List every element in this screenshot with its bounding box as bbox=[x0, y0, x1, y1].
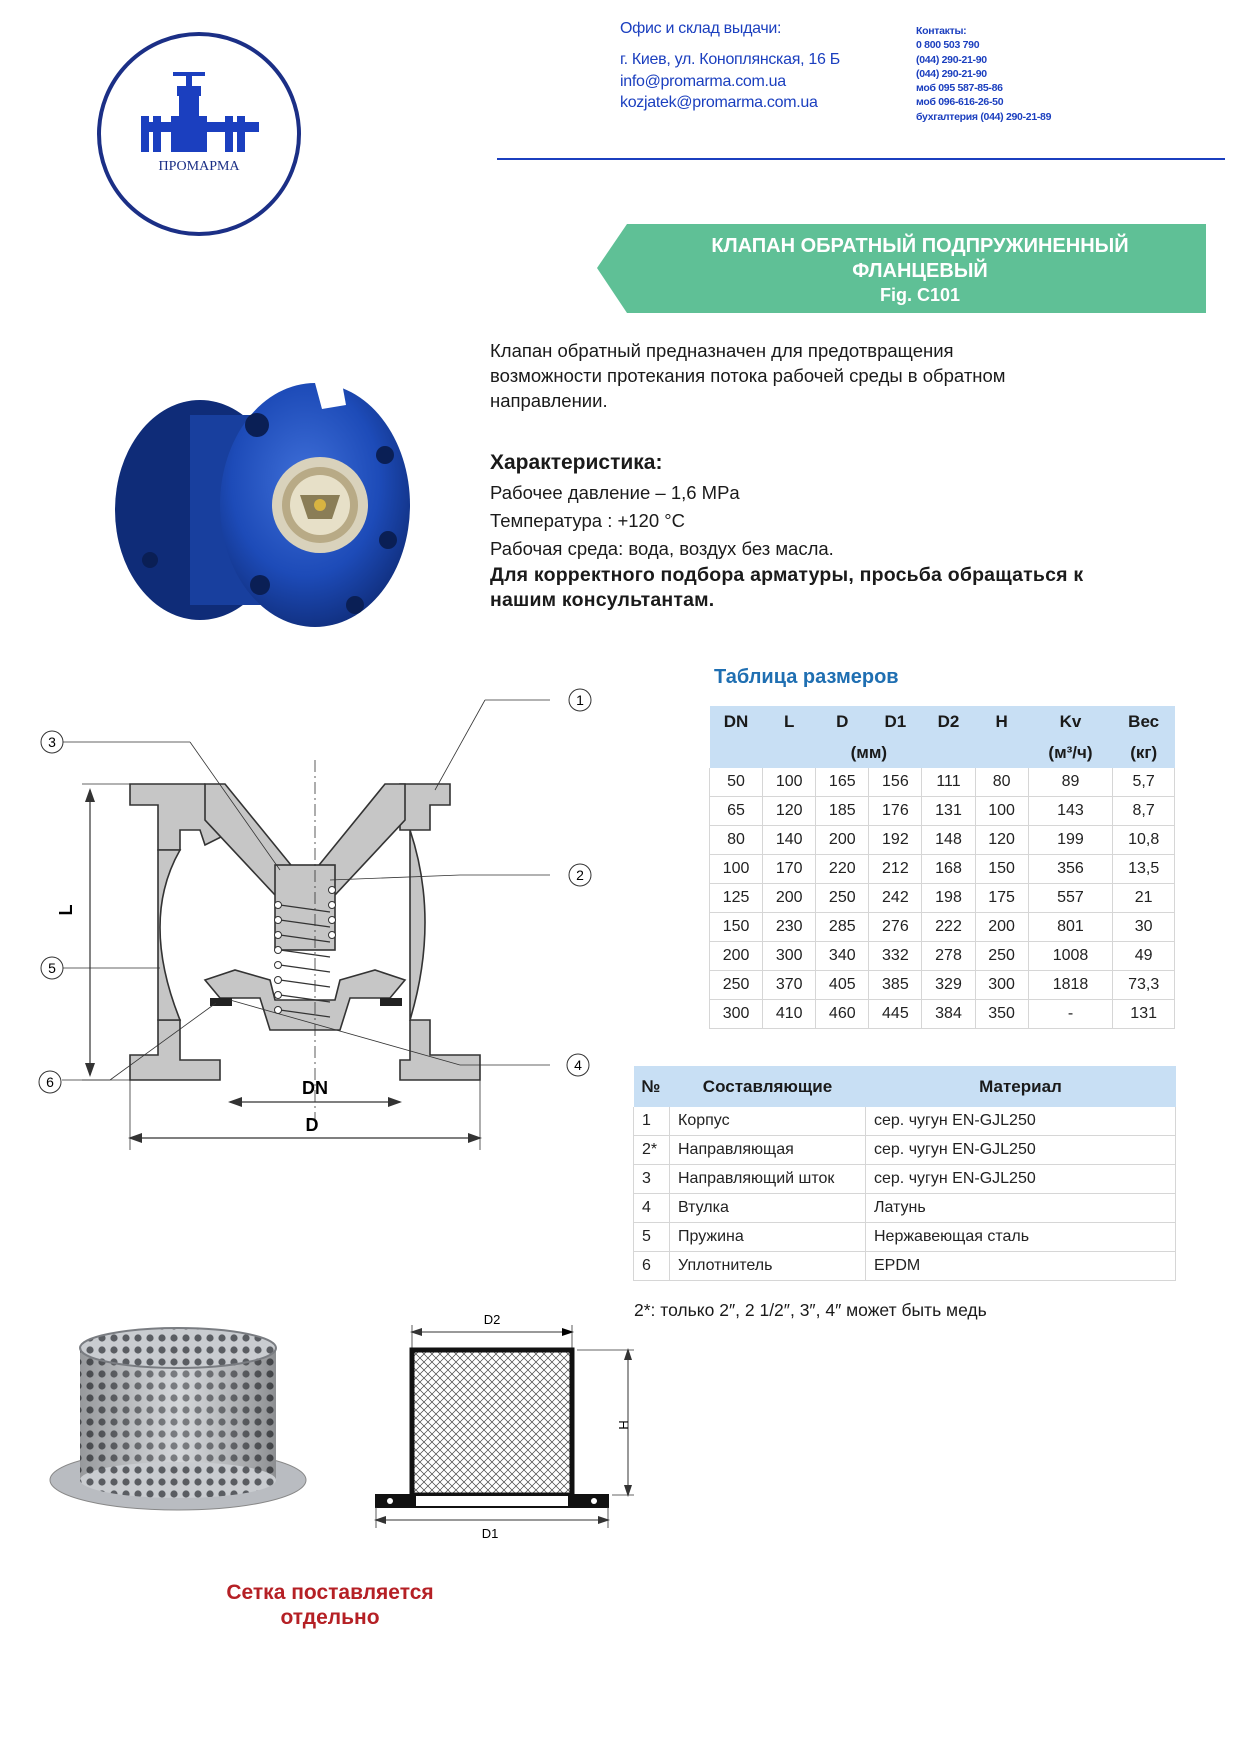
table-cell: 175 bbox=[975, 884, 1028, 913]
material-footnote: 2*: только 2″, 2 1/2″, 3″, 4″ может быть медь bbox=[634, 1300, 987, 1320]
table-cell: 131 bbox=[922, 797, 975, 826]
col-header-material: Материал bbox=[866, 1066, 1176, 1107]
callout-5: 5 bbox=[48, 960, 56, 976]
units-weight: (кг) bbox=[1113, 737, 1175, 768]
spec-pressure: Рабочее давление – 1,6 MPa bbox=[490, 482, 740, 503]
table-cell: 460 bbox=[816, 1000, 869, 1029]
table-cell: 250 bbox=[710, 971, 763, 1000]
table-cell: 170 bbox=[763, 855, 816, 884]
table-cell: 50 bbox=[710, 768, 763, 797]
table-cell: сер. чугун EN-GJL250 bbox=[866, 1165, 1176, 1194]
table-cell: 5,7 bbox=[1113, 768, 1175, 797]
characteristics-title: Характеристика: bbox=[490, 451, 663, 474]
table-cell: 10,8 bbox=[1113, 826, 1175, 855]
table-row bbox=[634, 1252, 1176, 1281]
table-cell: Втулка bbox=[670, 1194, 866, 1223]
table-row bbox=[634, 1165, 1176, 1194]
dim-label-h: H bbox=[616, 1420, 631, 1430]
contacts-block bbox=[916, 24, 1051, 124]
table-row bbox=[710, 797, 1175, 826]
col-header: D1 bbox=[869, 706, 922, 737]
table-cell: 405 bbox=[816, 971, 869, 1000]
table-cell: сер. чугун EN-GJL250 bbox=[866, 1136, 1176, 1165]
dim-label-dn: DN bbox=[302, 1078, 328, 1098]
table-cell: Уплотнитель bbox=[670, 1252, 866, 1281]
table-cell: 198 bbox=[922, 884, 975, 913]
table-cell: 131 bbox=[1113, 1000, 1175, 1029]
dimensions-table bbox=[709, 706, 1175, 1029]
table-row bbox=[710, 1000, 1175, 1029]
table-cell: Корпус bbox=[670, 1107, 866, 1136]
table-cell: 250 bbox=[816, 884, 869, 913]
table-cell: 140 bbox=[763, 826, 816, 855]
company-logo bbox=[95, 30, 303, 238]
header-divider bbox=[497, 158, 1225, 160]
phone-line: бухгалтерия (044) 290-21-89 bbox=[916, 110, 1052, 123]
table-cell: 199 bbox=[1028, 826, 1113, 855]
col-header: DN bbox=[710, 706, 763, 737]
phone-line: (044) 290-21-90 bbox=[916, 53, 987, 66]
table-cell: 185 bbox=[816, 797, 869, 826]
table-cell: 329 bbox=[922, 971, 975, 1000]
col-header: D bbox=[816, 706, 869, 737]
dim-label-d: D bbox=[305, 1115, 319, 1135]
table-cell: 2* bbox=[634, 1136, 670, 1165]
table-row bbox=[710, 768, 1175, 797]
table-cell: 410 bbox=[763, 1000, 816, 1029]
callout-2: 2 bbox=[576, 867, 584, 883]
table-cell: 4 bbox=[634, 1194, 670, 1223]
table-cell: - bbox=[1028, 1000, 1113, 1029]
table-cell: 80 bbox=[710, 826, 763, 855]
table-cell: 65 bbox=[710, 797, 763, 826]
phone-line: моб 095 587-85-86 bbox=[916, 82, 1003, 95]
table-cell: 89 bbox=[1028, 768, 1113, 797]
col-header: D2 bbox=[922, 706, 975, 737]
valve-photo bbox=[110, 365, 410, 645]
table-cell: 384 bbox=[922, 1000, 975, 1029]
table-cell: 445 bbox=[869, 1000, 922, 1029]
table-cell: 300 bbox=[975, 971, 1028, 1000]
table-cell: 176 bbox=[869, 797, 922, 826]
callout-4: 4 bbox=[574, 1057, 582, 1073]
col-header-number: № bbox=[634, 1066, 670, 1107]
banner-line-1: КЛАПАН ОБРАТНЫЙ ПОДПРУЖИНЕННЫЙ bbox=[711, 235, 1129, 257]
table-cell: 300 bbox=[710, 1000, 763, 1029]
table-row bbox=[710, 942, 1175, 971]
contacts-title: Контакты: bbox=[916, 25, 967, 37]
office-address: г. Киев, ул. Коноплянская, 16 Б bbox=[620, 51, 840, 68]
table-row bbox=[710, 913, 1175, 942]
table-cell: 801 bbox=[1028, 913, 1113, 942]
consult-note: Для корректного подбора арматуры, просьба обращаться к нашим консультантам. bbox=[490, 564, 1084, 611]
phone-line: (044) 290-21-90 bbox=[916, 67, 987, 80]
table-cell: 242 bbox=[869, 884, 922, 913]
table-cell: 120 bbox=[763, 797, 816, 826]
spec-medium: Рабочая среда: вода, воздух без масла. bbox=[490, 538, 834, 559]
table-cell: 222 bbox=[922, 913, 975, 942]
table-cell: 100 bbox=[975, 797, 1028, 826]
table-cell: 150 bbox=[975, 855, 1028, 884]
table-cell: 370 bbox=[763, 971, 816, 1000]
table-cell: 557 bbox=[1028, 884, 1113, 913]
units-kv: (м³/ч) bbox=[1028, 737, 1113, 768]
table-row bbox=[710, 826, 1175, 855]
table-cell: 385 bbox=[869, 971, 922, 1000]
phone-line: 0 800 503 790 bbox=[916, 39, 980, 52]
table-cell: 300 bbox=[763, 942, 816, 971]
table-cell: 30 bbox=[1113, 913, 1175, 942]
table-cell: 6 bbox=[634, 1252, 670, 1281]
table-cell: 230 bbox=[763, 913, 816, 942]
table-cell: 156 bbox=[869, 768, 922, 797]
col-header: Kv bbox=[1028, 706, 1113, 737]
strainer-photo bbox=[48, 1320, 308, 1520]
table-row bbox=[634, 1107, 1176, 1136]
table-cell: Латунь bbox=[866, 1194, 1176, 1223]
table-cell: 125 bbox=[710, 884, 763, 913]
table-cell: 356 bbox=[1028, 855, 1113, 884]
dim-label-d2: D2 bbox=[483, 1312, 501, 1327]
callout-3: 3 bbox=[48, 734, 56, 750]
email-link-kozjatek[interactable]: kozjatek@promarma.com.ua bbox=[620, 94, 818, 111]
table-cell: 1 bbox=[634, 1107, 670, 1136]
strainer-drawing bbox=[372, 1310, 652, 1540]
col-header: L bbox=[763, 706, 816, 737]
logo-text: ПРОМАРМА bbox=[158, 159, 240, 174]
table-cell: 49 bbox=[1113, 942, 1175, 971]
table-cell: 192 bbox=[869, 826, 922, 855]
table-cell: 200 bbox=[975, 913, 1028, 942]
table-cell: 73,3 bbox=[1113, 971, 1175, 1000]
table-cell: 200 bbox=[710, 942, 763, 971]
table-cell: 150 bbox=[710, 913, 763, 942]
strainer-note: Сетка поставляется отдельно bbox=[226, 1581, 434, 1629]
table-row bbox=[634, 1194, 1176, 1223]
table-cell: Направляющая bbox=[670, 1136, 866, 1165]
table-cell: 165 bbox=[816, 768, 869, 797]
spec-temperature: Температура : +120 °C bbox=[490, 510, 686, 531]
units-mm: (мм) bbox=[710, 737, 1029, 768]
table-cell: 21 bbox=[1113, 884, 1175, 913]
email-link-info[interactable]: info@promarma.com.ua bbox=[620, 73, 786, 90]
table-cell: EPDM bbox=[866, 1252, 1176, 1281]
table-cell: 168 bbox=[922, 855, 975, 884]
table-cell: сер. чугун EN-GJL250 bbox=[866, 1107, 1176, 1136]
banner-title bbox=[650, 234, 1190, 308]
table-cell: 8,7 bbox=[1113, 797, 1175, 826]
table-cell: Нержавеющая сталь bbox=[866, 1223, 1176, 1252]
table-cell: 278 bbox=[922, 942, 975, 971]
table-cell: 332 bbox=[869, 942, 922, 971]
col-header: H bbox=[975, 706, 1028, 737]
table-cell: 1008 bbox=[1028, 942, 1113, 971]
table-cell: 212 bbox=[869, 855, 922, 884]
phone-line: моб 096-616-26-50 bbox=[916, 96, 1004, 109]
table-row bbox=[634, 1136, 1176, 1165]
col-header-component: Составляющие bbox=[670, 1066, 866, 1107]
table-cell: Пружина bbox=[670, 1223, 866, 1252]
table-cell: 13,5 bbox=[1113, 855, 1175, 884]
table-cell: 276 bbox=[869, 913, 922, 942]
table-cell: 120 bbox=[975, 826, 1028, 855]
table-cell: 148 bbox=[922, 826, 975, 855]
table-cell: Направляющий шток bbox=[670, 1165, 866, 1194]
table-cell: 1818 bbox=[1028, 971, 1113, 1000]
table-row bbox=[710, 971, 1175, 1000]
table-cell: 200 bbox=[763, 884, 816, 913]
table-cell: 80 bbox=[975, 768, 1028, 797]
table-cell: 350 bbox=[975, 1000, 1028, 1029]
table-cell: 5 bbox=[634, 1223, 670, 1252]
table-cell: 100 bbox=[763, 768, 816, 797]
table-row bbox=[634, 1223, 1176, 1252]
callout-6: 6 bbox=[46, 1074, 54, 1090]
components-table bbox=[633, 1066, 1176, 1281]
table-cell: 111 bbox=[922, 768, 975, 797]
table-cell: 200 bbox=[816, 826, 869, 855]
table-cell: 340 bbox=[816, 942, 869, 971]
valve-section-drawing bbox=[30, 680, 620, 1160]
dim-label-d1: D1 bbox=[481, 1526, 499, 1540]
dimensions-table-title: Таблица размеров bbox=[714, 666, 899, 688]
table-cell: 285 bbox=[816, 913, 869, 942]
col-header: Вес bbox=[1113, 706, 1175, 737]
table-cell: 250 bbox=[975, 942, 1028, 971]
banner-figure-code: Fig. C101 bbox=[879, 285, 961, 305]
office-title: Офис и склад выдачи: bbox=[620, 20, 782, 37]
dim-label-l: L bbox=[56, 904, 76, 916]
table-row bbox=[710, 884, 1175, 913]
table-cell: 220 bbox=[816, 855, 869, 884]
table-row bbox=[710, 855, 1175, 884]
table-cell: 3 bbox=[634, 1165, 670, 1194]
product-description: Клапан обратный предназначен для предотвращения возможности протекания потока рабочей среды в обратном направлении. bbox=[490, 340, 1006, 411]
table-cell: 100 bbox=[710, 855, 763, 884]
callout-1: 1 bbox=[576, 692, 584, 708]
banner-line-2: ФЛАНЦЕВЫЙ bbox=[852, 259, 988, 282]
table-cell: 143 bbox=[1028, 797, 1113, 826]
